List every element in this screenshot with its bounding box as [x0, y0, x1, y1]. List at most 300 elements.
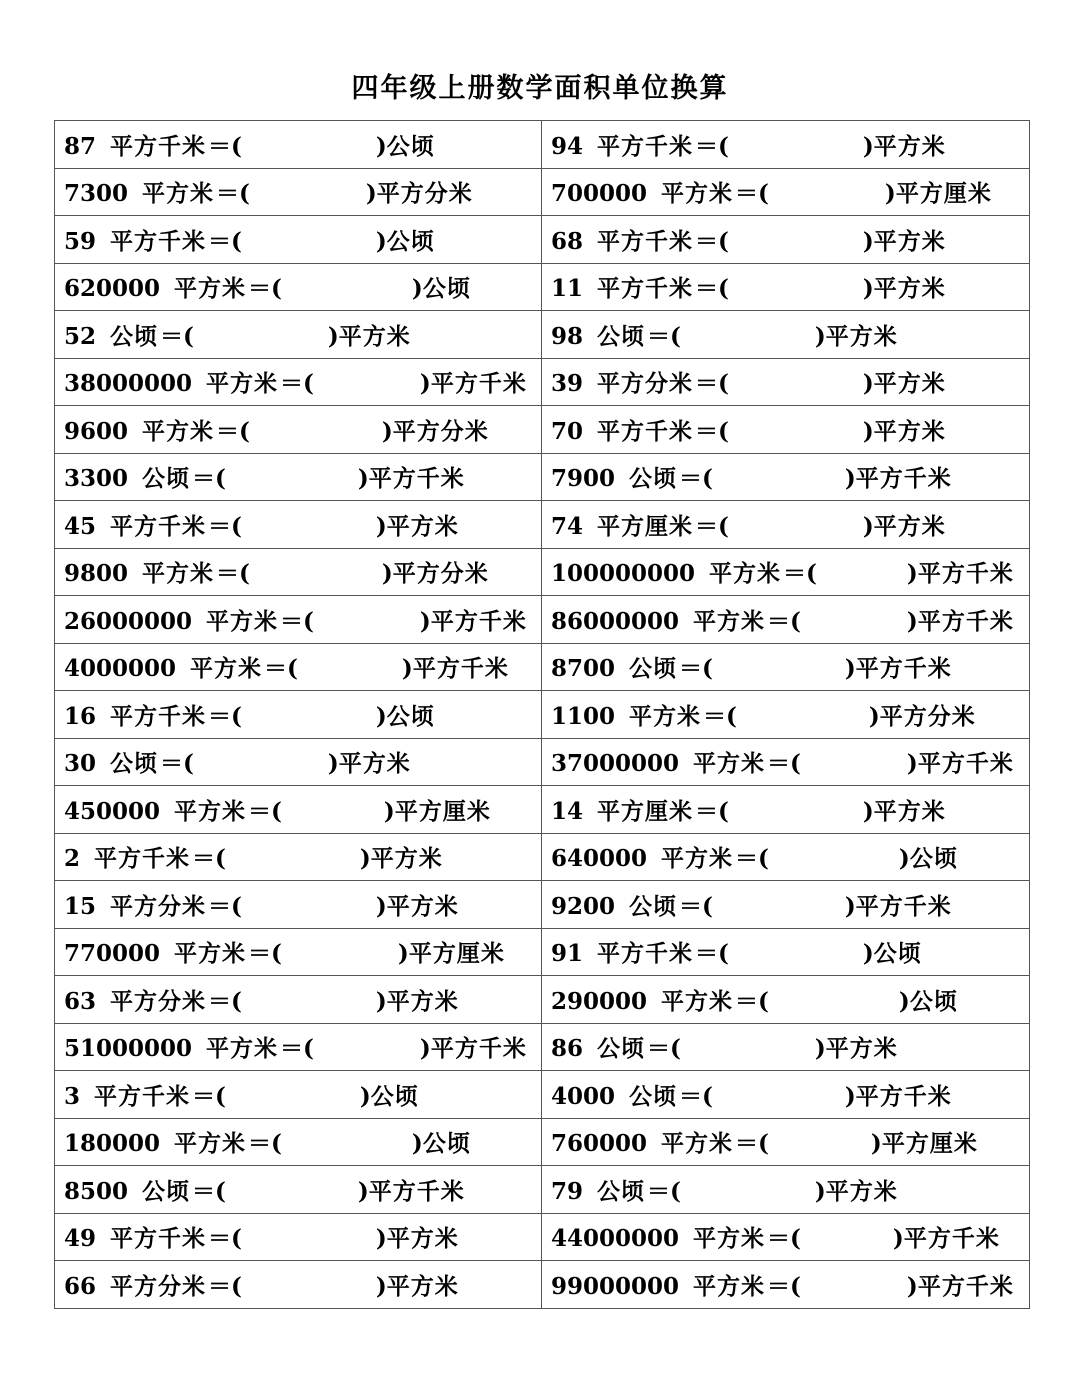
equals-open: ＝( — [703, 702, 737, 730]
problem-number: 94 — [551, 132, 584, 160]
target-unit: 公顷 — [422, 1130, 471, 1158]
equals-open: ＝( — [216, 180, 250, 208]
close-paren: ) — [814, 1177, 826, 1205]
problem-cell — [55, 1023, 542, 1071]
source-unit: 平方千米 — [110, 512, 207, 540]
problem-cell — [55, 263, 542, 311]
problem-number: 52 — [64, 322, 97, 350]
target-unit: 平方千米 — [412, 655, 509, 683]
source-unit: 平方米 — [206, 370, 279, 398]
source-unit: 公顷 — [629, 465, 678, 493]
target-unit: 平方千米 — [855, 655, 952, 683]
problem-cell — [55, 1071, 542, 1119]
close-paren: ) — [419, 1035, 431, 1063]
source-unit: 平方米 — [142, 560, 215, 588]
close-paren: ) — [906, 607, 918, 635]
problem-number: 15 — [64, 892, 97, 920]
target-unit: 平方米 — [825, 1177, 898, 1205]
problem-cell — [55, 548, 542, 596]
source-unit: 平方千米 — [597, 940, 694, 968]
problem-number: 7900 — [551, 465, 616, 493]
close-paren: ) — [814, 322, 826, 350]
source-unit: 平方千米 — [110, 132, 207, 160]
problem-cell — [542, 1118, 1030, 1166]
table-row — [55, 1261, 1030, 1309]
problem-number: 86000000 — [551, 607, 680, 635]
source-unit: 平方厘米 — [597, 797, 694, 825]
problem-cell — [542, 596, 1030, 644]
problem-number: 37000000 — [551, 750, 680, 778]
source-unit: 平方米 — [661, 845, 734, 873]
target-unit: 公顷 — [909, 845, 958, 873]
table-row — [55, 1166, 1030, 1214]
close-paren: ) — [327, 322, 339, 350]
table-row — [55, 548, 1030, 596]
equals-open: ＝( — [767, 1225, 801, 1253]
source-unit: 平方千米 — [597, 275, 694, 303]
close-paren: ) — [870, 1130, 882, 1158]
problem-number: 1100 — [551, 702, 616, 730]
target-unit: 平方米 — [873, 132, 946, 160]
problem-number: 4000 — [551, 1082, 616, 1110]
problem-cell — [542, 1166, 1030, 1214]
table-row — [55, 643, 1030, 691]
equals-open: ＝( — [208, 987, 242, 1015]
problem-cell — [542, 833, 1030, 881]
problem-number: 450000 — [64, 797, 161, 825]
table-row — [55, 358, 1030, 406]
problem-cell — [55, 1261, 542, 1309]
target-unit: 平方千米 — [917, 560, 1014, 588]
close-paren: ) — [359, 845, 371, 873]
target-unit: 平方千米 — [917, 607, 1014, 635]
source-unit: 平方千米 — [94, 845, 191, 873]
problem-number: 44000000 — [551, 1225, 680, 1253]
target-unit: 平方米 — [873, 797, 946, 825]
problem-number: 87 — [64, 132, 97, 160]
source-unit: 平方米 — [693, 1225, 766, 1253]
page-title: 四年级上册数学面积单位换算 — [351, 73, 729, 104]
equals-open: ＝( — [216, 417, 250, 445]
problem-number: 9200 — [551, 892, 616, 920]
table-row — [55, 881, 1030, 929]
equals-open: ＝( — [735, 180, 769, 208]
table-row — [55, 311, 1030, 359]
problem-number: 14 — [551, 797, 584, 825]
problem-number: 79 — [551, 1177, 584, 1205]
close-paren: ) — [862, 370, 874, 398]
problem-number: 45 — [64, 512, 97, 540]
close-paren: ) — [862, 417, 874, 445]
equals-open: ＝( — [647, 1177, 681, 1205]
close-paren: ) — [411, 1130, 423, 1158]
close-paren: ) — [381, 560, 393, 588]
close-paren: ) — [862, 797, 874, 825]
problem-cell — [55, 168, 542, 216]
table-row — [55, 168, 1030, 216]
target-unit: 平方千米 — [430, 370, 527, 398]
table-row — [55, 1118, 1030, 1166]
target-unit: 平方千米 — [917, 1272, 1014, 1300]
problem-cell — [55, 406, 542, 454]
equals-open: ＝( — [192, 845, 226, 873]
close-paren: ) — [862, 275, 874, 303]
problem-cell — [542, 1261, 1030, 1309]
source-unit: 平方米 — [661, 180, 734, 208]
equals-open: ＝( — [735, 845, 769, 873]
target-unit: 平方米 — [825, 322, 898, 350]
problem-number: 16 — [64, 702, 97, 730]
problem-number: 8700 — [551, 655, 616, 683]
close-paren: ) — [375, 227, 387, 255]
table-row — [55, 976, 1030, 1024]
source-unit: 平方千米 — [110, 227, 207, 255]
problem-cell — [542, 928, 1030, 976]
target-unit: 平方厘米 — [881, 1130, 978, 1158]
source-unit: 公顷 — [110, 322, 159, 350]
close-paren: ) — [375, 1272, 387, 1300]
equals-open: ＝( — [208, 702, 242, 730]
target-unit: 平方千米 — [855, 465, 952, 493]
equals-open: ＝( — [695, 512, 729, 540]
equals-open: ＝( — [679, 655, 713, 683]
close-paren: ) — [357, 1177, 369, 1205]
close-paren: ) — [906, 1272, 918, 1300]
table-row — [55, 263, 1030, 311]
close-paren: ) — [375, 892, 387, 920]
equals-open: ＝( — [280, 1035, 314, 1063]
table-row — [55, 121, 1030, 169]
problem-number: 8500 — [64, 1177, 129, 1205]
problem-cell — [542, 1071, 1030, 1119]
problem-number: 30 — [64, 750, 97, 778]
problem-cell — [542, 406, 1030, 454]
close-paren: ) — [906, 750, 918, 778]
source-unit: 平方米 — [709, 560, 782, 588]
problem-cell — [55, 1213, 542, 1261]
problem-cell — [542, 1213, 1030, 1261]
source-unit: 平方米 — [693, 750, 766, 778]
target-unit: 公顷 — [422, 275, 471, 303]
problem-cell — [55, 928, 542, 976]
source-unit: 平方米 — [174, 797, 247, 825]
target-unit: 平方厘米 — [394, 797, 491, 825]
equals-open: ＝( — [647, 1035, 681, 1063]
close-paren: ) — [381, 417, 393, 445]
problem-cell — [55, 311, 542, 359]
problem-cell — [55, 976, 542, 1024]
close-paren: ) — [862, 227, 874, 255]
equals-open: ＝( — [208, 1272, 242, 1300]
problem-number: 49 — [64, 1225, 97, 1253]
problem-number: 3 — [64, 1082, 81, 1110]
target-unit: 公顷 — [370, 1082, 419, 1110]
close-paren: ) — [375, 512, 387, 540]
source-unit: 平方分米 — [110, 892, 207, 920]
close-paren: ) — [814, 1035, 826, 1063]
equals-open: ＝( — [264, 655, 298, 683]
close-paren: ) — [411, 275, 423, 303]
table-row — [55, 453, 1030, 501]
target-unit: 平方米 — [386, 1225, 459, 1253]
target-unit: 平方千米 — [855, 892, 952, 920]
close-paren: ) — [862, 940, 874, 968]
equals-open: ＝( — [248, 275, 282, 303]
target-unit: 平方厘米 — [408, 940, 505, 968]
close-paren: ) — [375, 702, 387, 730]
equals-open: ＝( — [695, 797, 729, 825]
equals-open: ＝( — [695, 940, 729, 968]
problem-cell — [542, 501, 1030, 549]
problem-cell — [55, 881, 542, 929]
target-unit: 平方米 — [825, 1035, 898, 1063]
source-unit: 平方千米 — [110, 702, 207, 730]
table-row — [55, 1213, 1030, 1261]
close-paren: ) — [375, 987, 387, 1015]
problem-cell — [55, 358, 542, 406]
problem-number: 99000000 — [551, 1272, 680, 1300]
close-paren: ) — [357, 465, 369, 493]
close-paren: ) — [365, 180, 377, 208]
problem-number: 38000000 — [64, 370, 193, 398]
problem-cell — [542, 881, 1030, 929]
table-row — [55, 1071, 1030, 1119]
conversion-table — [54, 120, 1030, 1309]
target-unit: 平方厘米 — [895, 180, 992, 208]
source-unit: 公顷 — [597, 1035, 646, 1063]
problem-cell — [55, 453, 542, 501]
table-row — [55, 1023, 1030, 1071]
target-unit: 公顷 — [386, 132, 435, 160]
problem-number: 9600 — [64, 417, 129, 445]
equals-open: ＝( — [280, 607, 314, 635]
source-unit: 平方米 — [174, 940, 247, 968]
problem-number: 620000 — [64, 275, 161, 303]
equals-open: ＝( — [208, 1225, 242, 1253]
problem-cell — [542, 121, 1030, 169]
equals-open: ＝( — [767, 1272, 801, 1300]
close-paren: ) — [359, 1082, 371, 1110]
table-row — [55, 786, 1030, 834]
problem-cell — [542, 643, 1030, 691]
equals-open: ＝( — [248, 797, 282, 825]
equals-open: ＝( — [160, 322, 194, 350]
close-paren: ) — [884, 180, 896, 208]
equals-open: ＝( — [208, 227, 242, 255]
problem-number: 640000 — [551, 845, 648, 873]
table-row — [55, 216, 1030, 264]
source-unit: 平方厘米 — [597, 512, 694, 540]
table-row — [55, 691, 1030, 739]
equals-open: ＝( — [735, 987, 769, 1015]
equals-open: ＝( — [208, 512, 242, 540]
problem-number: 4000000 — [64, 655, 177, 683]
equals-open: ＝( — [192, 1177, 226, 1205]
problem-number: 180000 — [64, 1130, 161, 1158]
problem-number: 26000000 — [64, 607, 193, 635]
target-unit: 平方分米 — [392, 417, 489, 445]
problem-cell — [542, 216, 1030, 264]
close-paren: ) — [868, 702, 880, 730]
close-paren: ) — [383, 797, 395, 825]
problem-cell — [55, 643, 542, 691]
problem-number: 59 — [64, 227, 97, 255]
source-unit: 平方千米 — [110, 1225, 207, 1253]
source-unit: 平方米 — [190, 655, 263, 683]
source-unit: 平方米 — [661, 1130, 734, 1158]
target-unit: 平方千米 — [917, 750, 1014, 778]
source-unit: 平方米 — [629, 702, 702, 730]
target-unit: 平方分米 — [879, 702, 976, 730]
source-unit: 平方米 — [693, 607, 766, 635]
problem-cell — [55, 501, 542, 549]
problem-cell — [55, 691, 542, 739]
problem-number: 74 — [551, 512, 584, 540]
problem-cell — [542, 453, 1030, 501]
problem-number: 2 — [64, 845, 81, 873]
source-unit: 平方米 — [174, 275, 247, 303]
source-unit: 平方米 — [693, 1272, 766, 1300]
equals-open: ＝( — [767, 750, 801, 778]
problem-number: 9800 — [64, 560, 129, 588]
target-unit: 平方米 — [386, 892, 459, 920]
target-unit: 平方米 — [370, 845, 443, 873]
equals-open: ＝( — [679, 465, 713, 493]
problem-cell — [542, 1023, 1030, 1071]
problem-cell — [55, 1118, 542, 1166]
problem-number: 760000 — [551, 1130, 648, 1158]
equals-open: ＝( — [216, 560, 250, 588]
table-row — [55, 928, 1030, 976]
equals-open: ＝( — [192, 465, 226, 493]
source-unit: 平方千米 — [597, 132, 694, 160]
close-paren: ) — [375, 1225, 387, 1253]
source-unit: 平方米 — [206, 607, 279, 635]
target-unit: 平方分米 — [392, 560, 489, 588]
target-unit: 平方千米 — [368, 1177, 465, 1205]
problem-cell — [55, 121, 542, 169]
equals-open: ＝( — [208, 892, 242, 920]
problem-number: 100000000 — [551, 560, 696, 588]
source-unit: 平方米 — [142, 417, 215, 445]
equals-open: ＝( — [695, 227, 729, 255]
close-paren: ) — [844, 1082, 856, 1110]
close-paren: ) — [844, 655, 856, 683]
target-unit: 平方米 — [873, 417, 946, 445]
close-paren: ) — [375, 132, 387, 160]
target-unit: 平方米 — [386, 1272, 459, 1300]
problem-cell — [55, 738, 542, 786]
close-paren: ) — [862, 512, 874, 540]
source-unit: 平方千米 — [597, 227, 694, 255]
source-unit: 公顷 — [597, 322, 646, 350]
close-paren: ) — [898, 987, 910, 1015]
problem-number: 91 — [551, 940, 584, 968]
problem-cell — [542, 738, 1030, 786]
equals-open: ＝( — [695, 275, 729, 303]
table-row — [55, 501, 1030, 549]
problem-number: 51000000 — [64, 1035, 193, 1063]
target-unit: 平方米 — [873, 275, 946, 303]
problem-cell — [55, 833, 542, 881]
problem-cell — [542, 358, 1030, 406]
equals-open: ＝( — [767, 607, 801, 635]
close-paren: ) — [419, 607, 431, 635]
equals-open: ＝( — [160, 750, 194, 778]
close-paren: ) — [397, 940, 409, 968]
problem-number: 86 — [551, 1035, 584, 1063]
source-unit: 平方米 — [661, 987, 734, 1015]
target-unit: 平方千米 — [368, 465, 465, 493]
target-unit: 平方米 — [338, 750, 411, 778]
source-unit: 平方米 — [174, 1130, 247, 1158]
problem-number: 63 — [64, 987, 97, 1015]
problem-cell — [55, 786, 542, 834]
problem-number: 700000 — [551, 180, 648, 208]
equals-open: ＝( — [280, 370, 314, 398]
target-unit: 平方米 — [386, 512, 459, 540]
source-unit: 平方分米 — [110, 1272, 207, 1300]
target-unit: 平方米 — [873, 512, 946, 540]
source-unit: 公顷 — [629, 655, 678, 683]
problem-cell — [542, 263, 1030, 311]
table-row — [55, 596, 1030, 644]
close-paren: ) — [898, 845, 910, 873]
target-unit: 平方千米 — [855, 1082, 952, 1110]
problem-cell — [542, 976, 1030, 1024]
target-unit: 平方米 — [873, 227, 946, 255]
problem-number: 68 — [551, 227, 584, 255]
target-unit: 平方米 — [386, 987, 459, 1015]
close-paren: ) — [401, 655, 413, 683]
target-unit: 公顷 — [873, 940, 922, 968]
equals-open: ＝( — [647, 322, 681, 350]
target-unit: 平方米 — [873, 370, 946, 398]
target-unit: 平方米 — [338, 322, 411, 350]
target-unit: 公顷 — [386, 702, 435, 730]
target-unit: 公顷 — [386, 227, 435, 255]
problem-cell — [55, 1166, 542, 1214]
source-unit: 平方米 — [142, 180, 215, 208]
close-paren: ) — [892, 1225, 904, 1253]
problem-number: 770000 — [64, 940, 161, 968]
close-paren: ) — [906, 560, 918, 588]
target-unit: 平方千米 — [430, 1035, 527, 1063]
problem-number: 66 — [64, 1272, 97, 1300]
equals-open: ＝( — [192, 1082, 226, 1110]
problem-cell — [542, 786, 1030, 834]
problem-number: 70 — [551, 417, 584, 445]
source-unit: 平方米 — [206, 1035, 279, 1063]
target-unit: 公顷 — [909, 987, 958, 1015]
problem-cell — [542, 311, 1030, 359]
close-paren: ) — [844, 465, 856, 493]
source-unit: 公顷 — [629, 1082, 678, 1110]
problem-number: 39 — [551, 370, 584, 398]
equals-open: ＝( — [735, 1130, 769, 1158]
problem-cell — [542, 168, 1030, 216]
problem-cell — [542, 548, 1030, 596]
equals-open: ＝( — [248, 940, 282, 968]
table-row — [55, 406, 1030, 454]
source-unit: 平方分米 — [597, 370, 694, 398]
close-paren: ) — [844, 892, 856, 920]
problem-cell — [542, 691, 1030, 739]
problem-cell — [55, 216, 542, 264]
table-row — [55, 738, 1030, 786]
close-paren: ) — [327, 750, 339, 778]
target-unit: 平方分米 — [376, 180, 473, 208]
